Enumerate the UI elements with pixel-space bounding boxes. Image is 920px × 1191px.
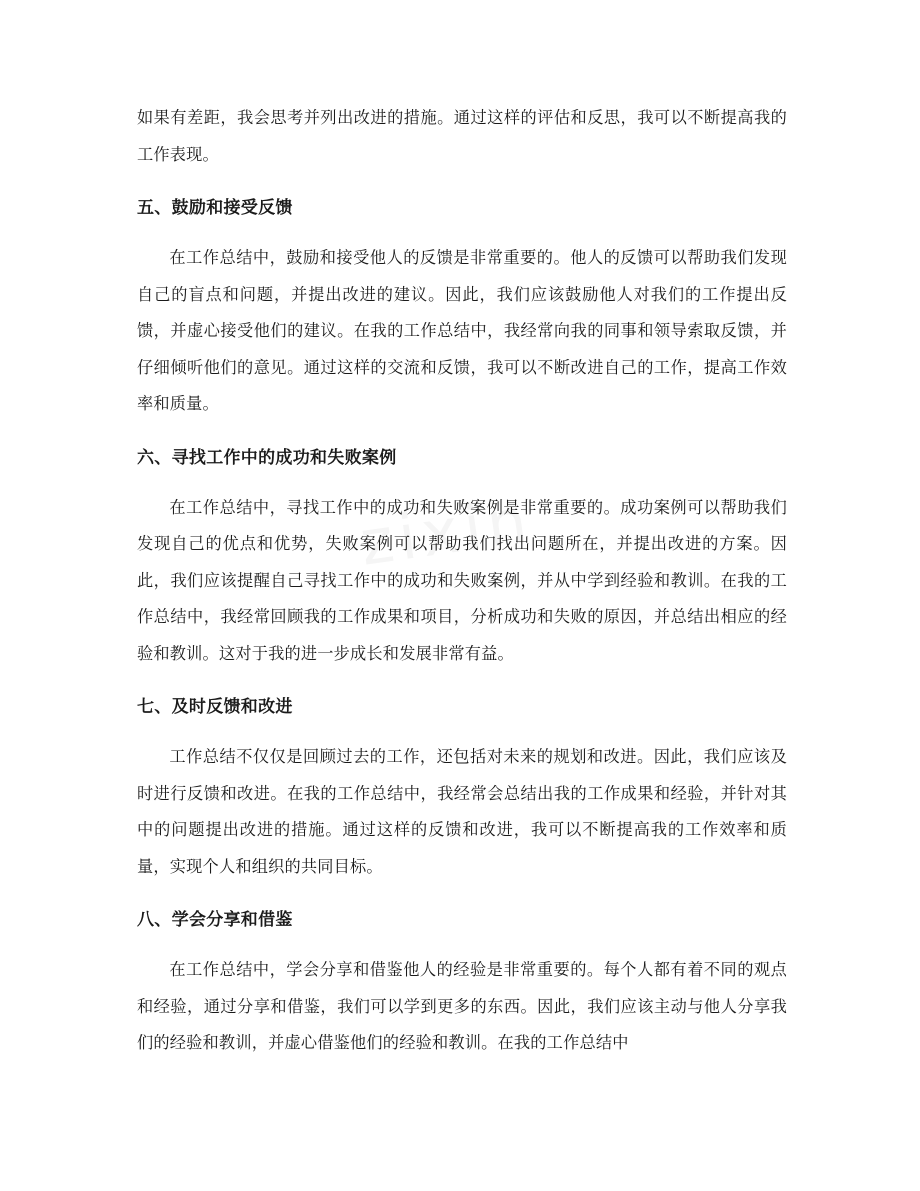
section-heading-8: 八、学会分享和借鉴 <box>137 910 293 930</box>
section-heading-5: 五、鼓励和接受反馈 <box>137 198 293 218</box>
section-body-7: 工作总结不仅仅是回顾过去的工作，还包括对未来的规划和改进。因此，我们应该及时进行反馈和改进。在我的工作总结中，我经常会总结出我的工作成果和经验，并针对其中的问题提出改进的措施。通过这样的反馈和改进，我可以不断提高我的工作效率和质量，实现个人和组织的共同目标。 <box>137 747 787 876</box>
document-body <box>137 100 787 1062</box>
intro-paragraph: 如果有差距，我会思考并列出改进的措施。通过这样的评估和反思，我可以不断提高我的工作表现。 <box>137 108 787 164</box>
section-heading-6: 六、寻找工作中的成功和失败案例 <box>137 447 397 468</box>
section-body-5: 在工作总结中，鼓励和接受他人的反馈是非常重要的。他人的反馈可以帮助我们发现自己的盲点和问题，并提出改进的建议。因此，我们应该鼓励他人对我们的工作提出反馈，并虚心接受他们的建议。在我的工作总结中，我经常向我的同事和领导索取反馈，并仔细倾听他们的意见。通过这样的交流和反馈，我可以不断改进自己的工作，提高工作效率和质量。 <box>137 248 787 413</box>
section-body-6: 在工作总结中，寻找工作中的成功和失败案例是非常重要的。成功案例可以帮助我们发现自己的优点和优势，失败案例可以帮助我们找出问题所在，并提出改进的方案。因此，我们应该提醒自己寻找工作中的成功和失败案例，并从中学到经验和教训。在我的工作总结中，我经常回顾我的工作成果和项目，分析成功和失败的原因，并总结出相应的经验和教训。这对于我的进一步成长和发展非常有益。 <box>137 497 787 663</box>
section-heading-7: 七、及时反馈和改进 <box>137 697 293 717</box>
section-body-8: 在工作总结中，学会分享和借鉴他人的经验是非常重要的。每个人都有着不同的观点和经验，通过分享和借鉴，我们可以学到更多的东西。因此，我们应该主动与他人分享我们的经验和教训，并虚心借鉴他们的经验和教训。在我的工作总结中 <box>137 960 787 1052</box>
watermark: zixin <box>355 483 538 580</box>
